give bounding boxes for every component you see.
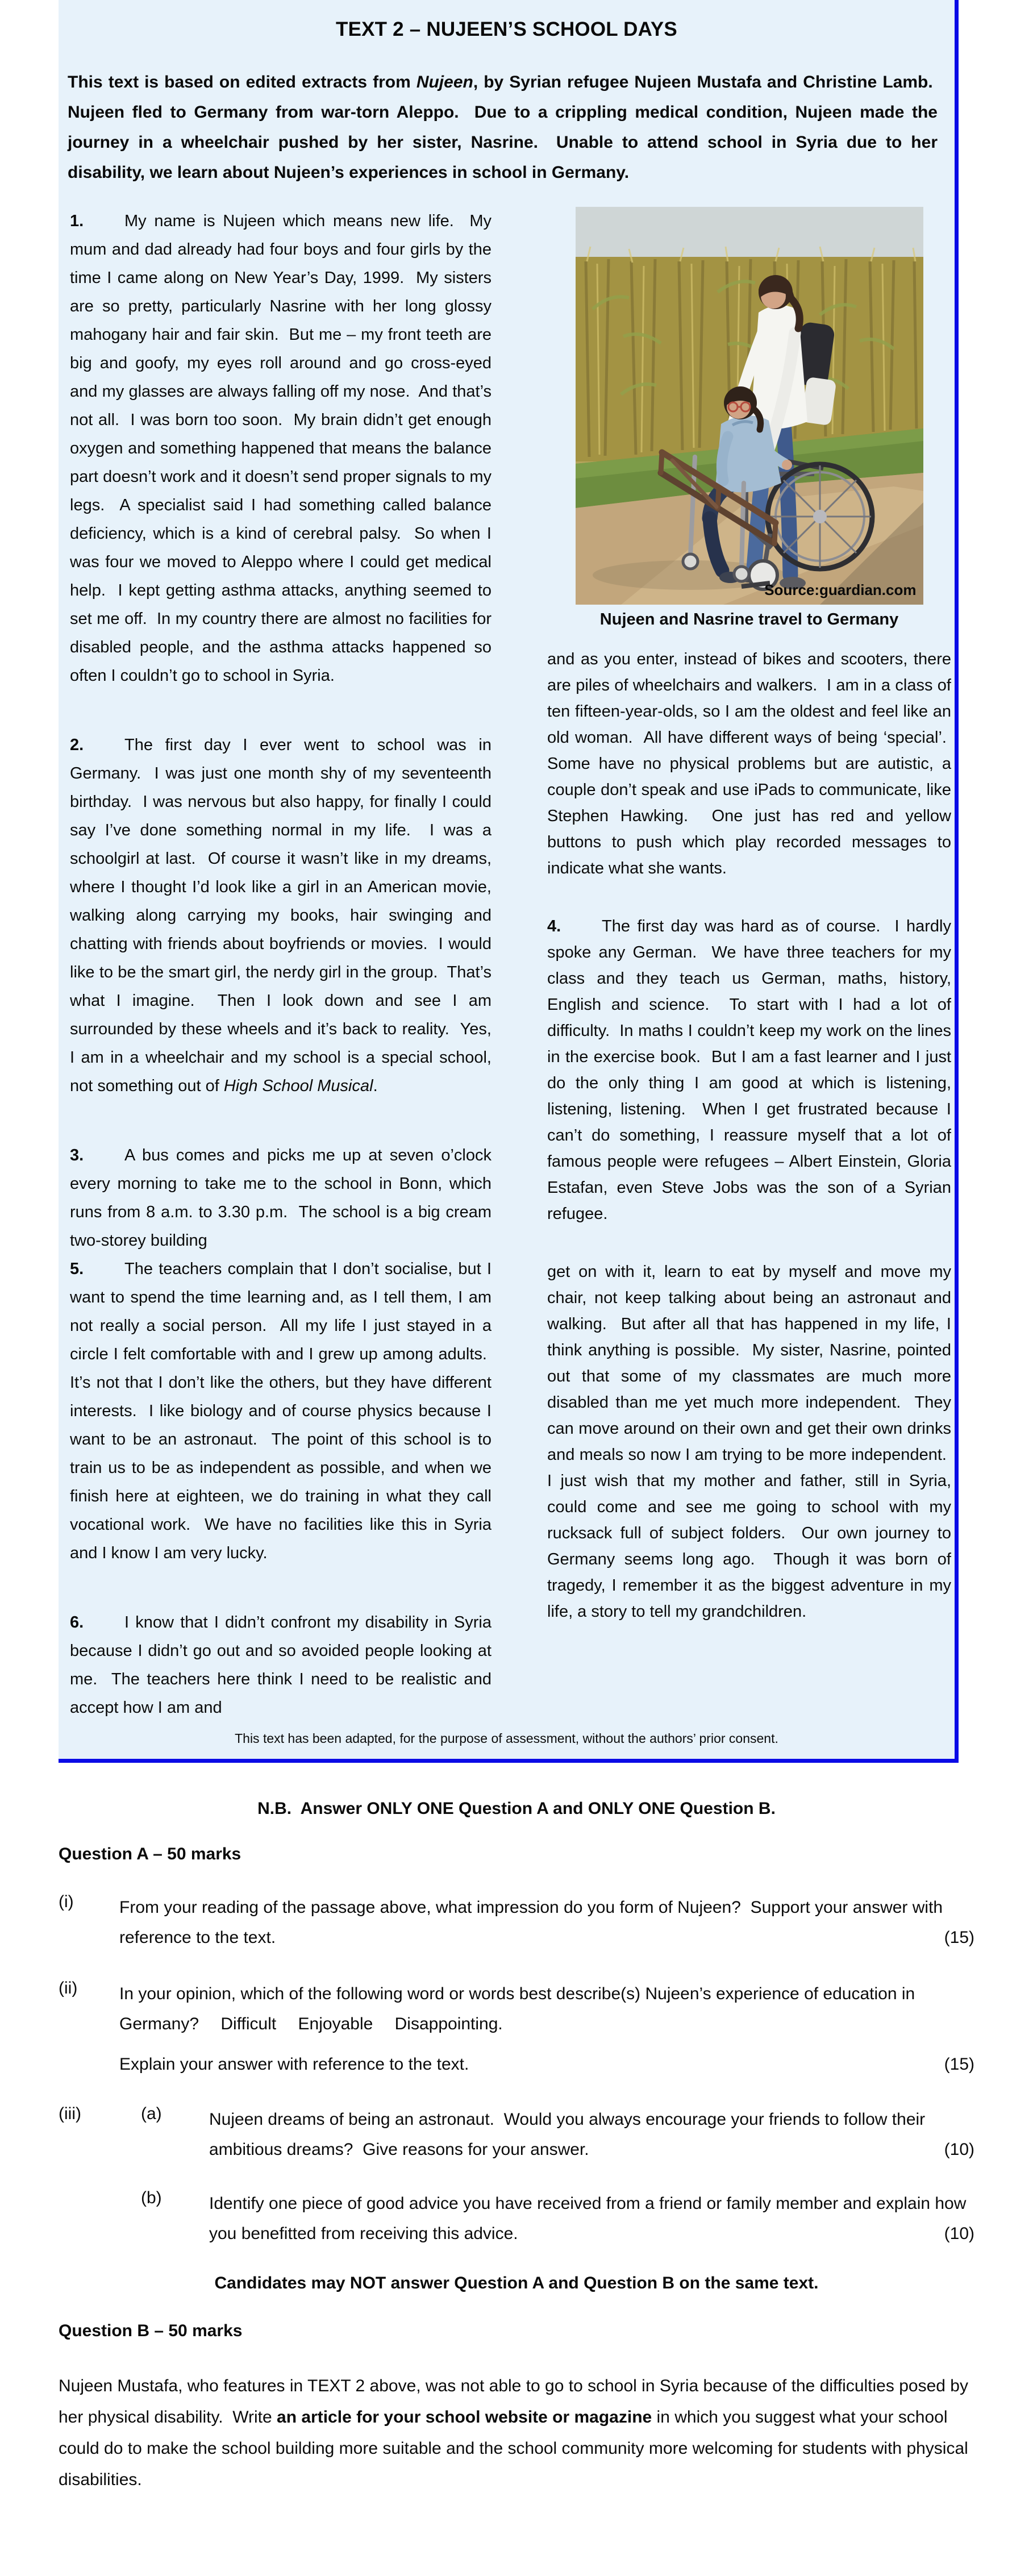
panel-title: TEXT 2 – NUJEEN’S SCHOOL DAYS [336,18,677,40]
question-item [59,1892,974,1953]
question-b-heading: Question B – 50 marks [59,2321,243,2340]
paragraph-number: 5. [70,1260,84,1278]
paragraph-number: 4. [547,917,561,935]
photo-source-credit: Source:guardian.com [764,581,917,598]
two-column-passage [59,207,955,1722]
paragraph-number: 3. [70,1146,84,1164]
passage-paragraph: 4. The first day was hard as of course. I hardly spoke any German. We have three teachers for my class and they teach us German, maths, history, English and science. To start with I had a lot of difficulty. In maths I couldn’t keep my work on the lines in the exercise book. But I am a fast learner and I just do the only thing I am good at which is listening, listening, listening. When I get frustrated because I can’t do something, I reassure myself that a lot of famous people were refugees – Albert Einstein, Gloria Estafan, even Steve Jobs was the son of a Syrian refugee. [547,913,951,1227]
marks-value: (10) [944,2224,974,2243]
question-a-items [59,1892,974,2249]
question-item-label: (iii) [59,2104,81,2123]
photo-illustration [576,207,923,605]
photo [576,207,923,605]
intro-paragraph: This text is based on edited extracts from Nujeen, by Syrian refugee Nujeen Mustafa and Christine Lamb. Nujeen fled to Germany from war-torn Aleppo. Due to a crippling medical condition, Nujeen made the journey in a wheelchair pushed by her sister, Nasrine. Unable to attend school in Syria due to her disability, we learn about Nujeen’s experiences in school in Germany. [68,73,938,182]
question-text: Explain your answer with reference to the text. (15) [119,2049,974,2079]
passage-paragraph: 6. I know that I didn’t confront my disability in Syria because I didn’t go out and so avoided people looking at me. The teachers here think I need to be realistic and accept how I am and [70,1608,491,1722]
question-text: Nujeen dreams of being an astronaut. Would you always encourage your friends to follow their ambitious dreams? Give reasons for your answer. (10) [209,2104,974,2165]
photo-caption: Nujeen and Nasrine travel to Germany [599,610,899,629]
question-text: From your reading of the passage above, what impression do you form of Nujeen? Support your answer with reference to the text. (15) [119,1892,974,1953]
question-item [59,1979,974,2079]
marks-value: (15) [944,2055,974,2074]
passage-paragraph: 1. My name is Nujeen which means new life. My mum and dad already had four boys and four girls by the time I came along on New Year’s Day, 1999. My sisters are so pretty, particularly Nasrine with her long glossy mahogany hair and fair skin. But me – my front teeth are big and goofy, my eyes roll around and go cross-eyed and my glasses are always falling off my nose. And that’s not all. I was born too soon. My brain didn’t get enough oxygen and something happened that means the balance part doesn’t work and it doesn’t send proper signals to my legs. A specialist said I had something called balance deficiency, which is a kind of cerebral palsy. So when I was four we moved to Aleppo where I could get medical help. I kept getting asthma attacks, anything seemed to set me off. In my country there are almost no facilities for disabled people, and the asthma attacks happened so often I couldn’t go to school in Syria. [70,207,491,690]
passage-paragraph: 5. The teachers complain that I don’t socialise, but I want to spend the time learning and, as I tell them, I am not really a social person. All my life I just stayed in a circle I felt comfortable with and I grew up among adults. It’s not that I don’t like the others, but they have different interests. I like biology and of course physics because I want to be an astronaut. The point of this school is to train us to be as independent as possible, and when we finish here at eighteen, we do training in what they call vocational work. We have no facilities like this in Syria and I know I am very lucky. [70,1255,491,1567]
marks-value: (15) [944,1928,974,1947]
nb-instruction: N.B. Answer ONLY ONE Question A and ONLY ONE Question B. [257,1799,776,1818]
right-column [547,207,951,1722]
adaptation-footnote: This text has been adapted, for the purpose of assessment, without the authors’ prior consent. [235,1731,778,1746]
passage-paragraph: get on with it, learn to eat by myself and move my chair, not keep talking about being an astronaut and walking. But after all that has happened in my life, I think anything is possible. My sister, Nasrine, pointed out that some of my classmates are much more disabled than me yet much more independent. They can move around on their own and get their own drinks and meals so now I am trying to be more independent. I just wish that my mother and father, still in Syria, could come and see me going to school with my rucksack full of subject folders. Our own journey to Germany seems long ago. Though it was born of tragedy, I remember it as the biggest adventure in my life, a story to tell my grandchildren. [547,1263,951,1621]
question-subitem [119,2188,974,2249]
photo-figure [547,207,951,629]
paragraph-number: 1. [70,212,84,230]
question-text: Identify one piece of good advice you have received from a friend or family member and explain how you benefitted from receiving this advice. (10) [209,2188,974,2249]
passage-paragraph: and as you enter, instead of bikes and scooters, there are piles of wheelchairs and walkers. I am in a class of ten fifteen-year-olds, so I am the oldest and feel like an old woman. All have different ways of being ‘special’. Some have no physical problems but are autistic, a couple don’t speak and use iPads to communicate, like Stephen Hawking. One just has red and yellow buttons to push which play recorded messages to indicate what she wants. [547,650,951,877]
marks-value: (10) [944,2140,974,2159]
question-subitem [119,2104,974,2165]
question-b-body: Nujeen Mustafa, who features in TEXT 2 above, was not able to go to school in Syria because of the difficulties posed by her physical disability. Write an article for your school website or magazine in which you suggest what your school could do to make the school building more suitable and the school community more welcoming for students with physical disabilities. [59,2377,968,2489]
questions-section [0,1799,1033,2495]
question-item-label: (i) [59,1892,74,1911]
paragraph-number: 2. [70,736,84,754]
question-subitem-label: (b) [141,2188,162,2207]
question-text: In your opinion, which of the following word or words best describe(s) Nujeen’s experience of education in Germany? Difficult Enjoyable Disappointing. [119,1984,915,2033]
passage-paragraph: 2. The first day I ever went to school was in Germany. I was just one month shy of my seventeenth birthday. I was nervous but also happy, for finally I could say I’ve done something normal in my life. I was a schoolgirl at last. Of course it wasn’t like in my dreams, where I thought I’d look like a girl in an American movie, walking along carrying my books, hair swinging and chatting with friends about boyfriends or movies. I would like to be the smart girl, the nerdy girl in the group. That’s what I imagine. Then I look down and see I am surrounded by these wheels and it’s back to reality. Yes, I am in a wheelchair and my school is a special school, not something out of High School Musical. [70,731,491,1100]
text2-panel [59,0,959,1763]
question-item-label: (ii) [59,1979,78,1997]
paragraph-number: 6. [70,1613,84,1632]
passage-paragraph: 3. A bus comes and picks me up at seven o’clock every morning to take me to the school in Bonn, which runs from 8 a.m. to 3.30 p.m. The school is a big cream two-storey building [70,1141,491,1255]
question-subitem-label: (a) [141,2104,162,2123]
question-a-heading: Question A – 50 marks [59,1845,241,1863]
question-item [59,2104,974,2249]
left-column [70,207,491,1722]
right-column-paragraphs [547,646,951,1625]
candidates-note: Candidates may NOT answer Question A and Question B on the same text. [214,2274,819,2292]
